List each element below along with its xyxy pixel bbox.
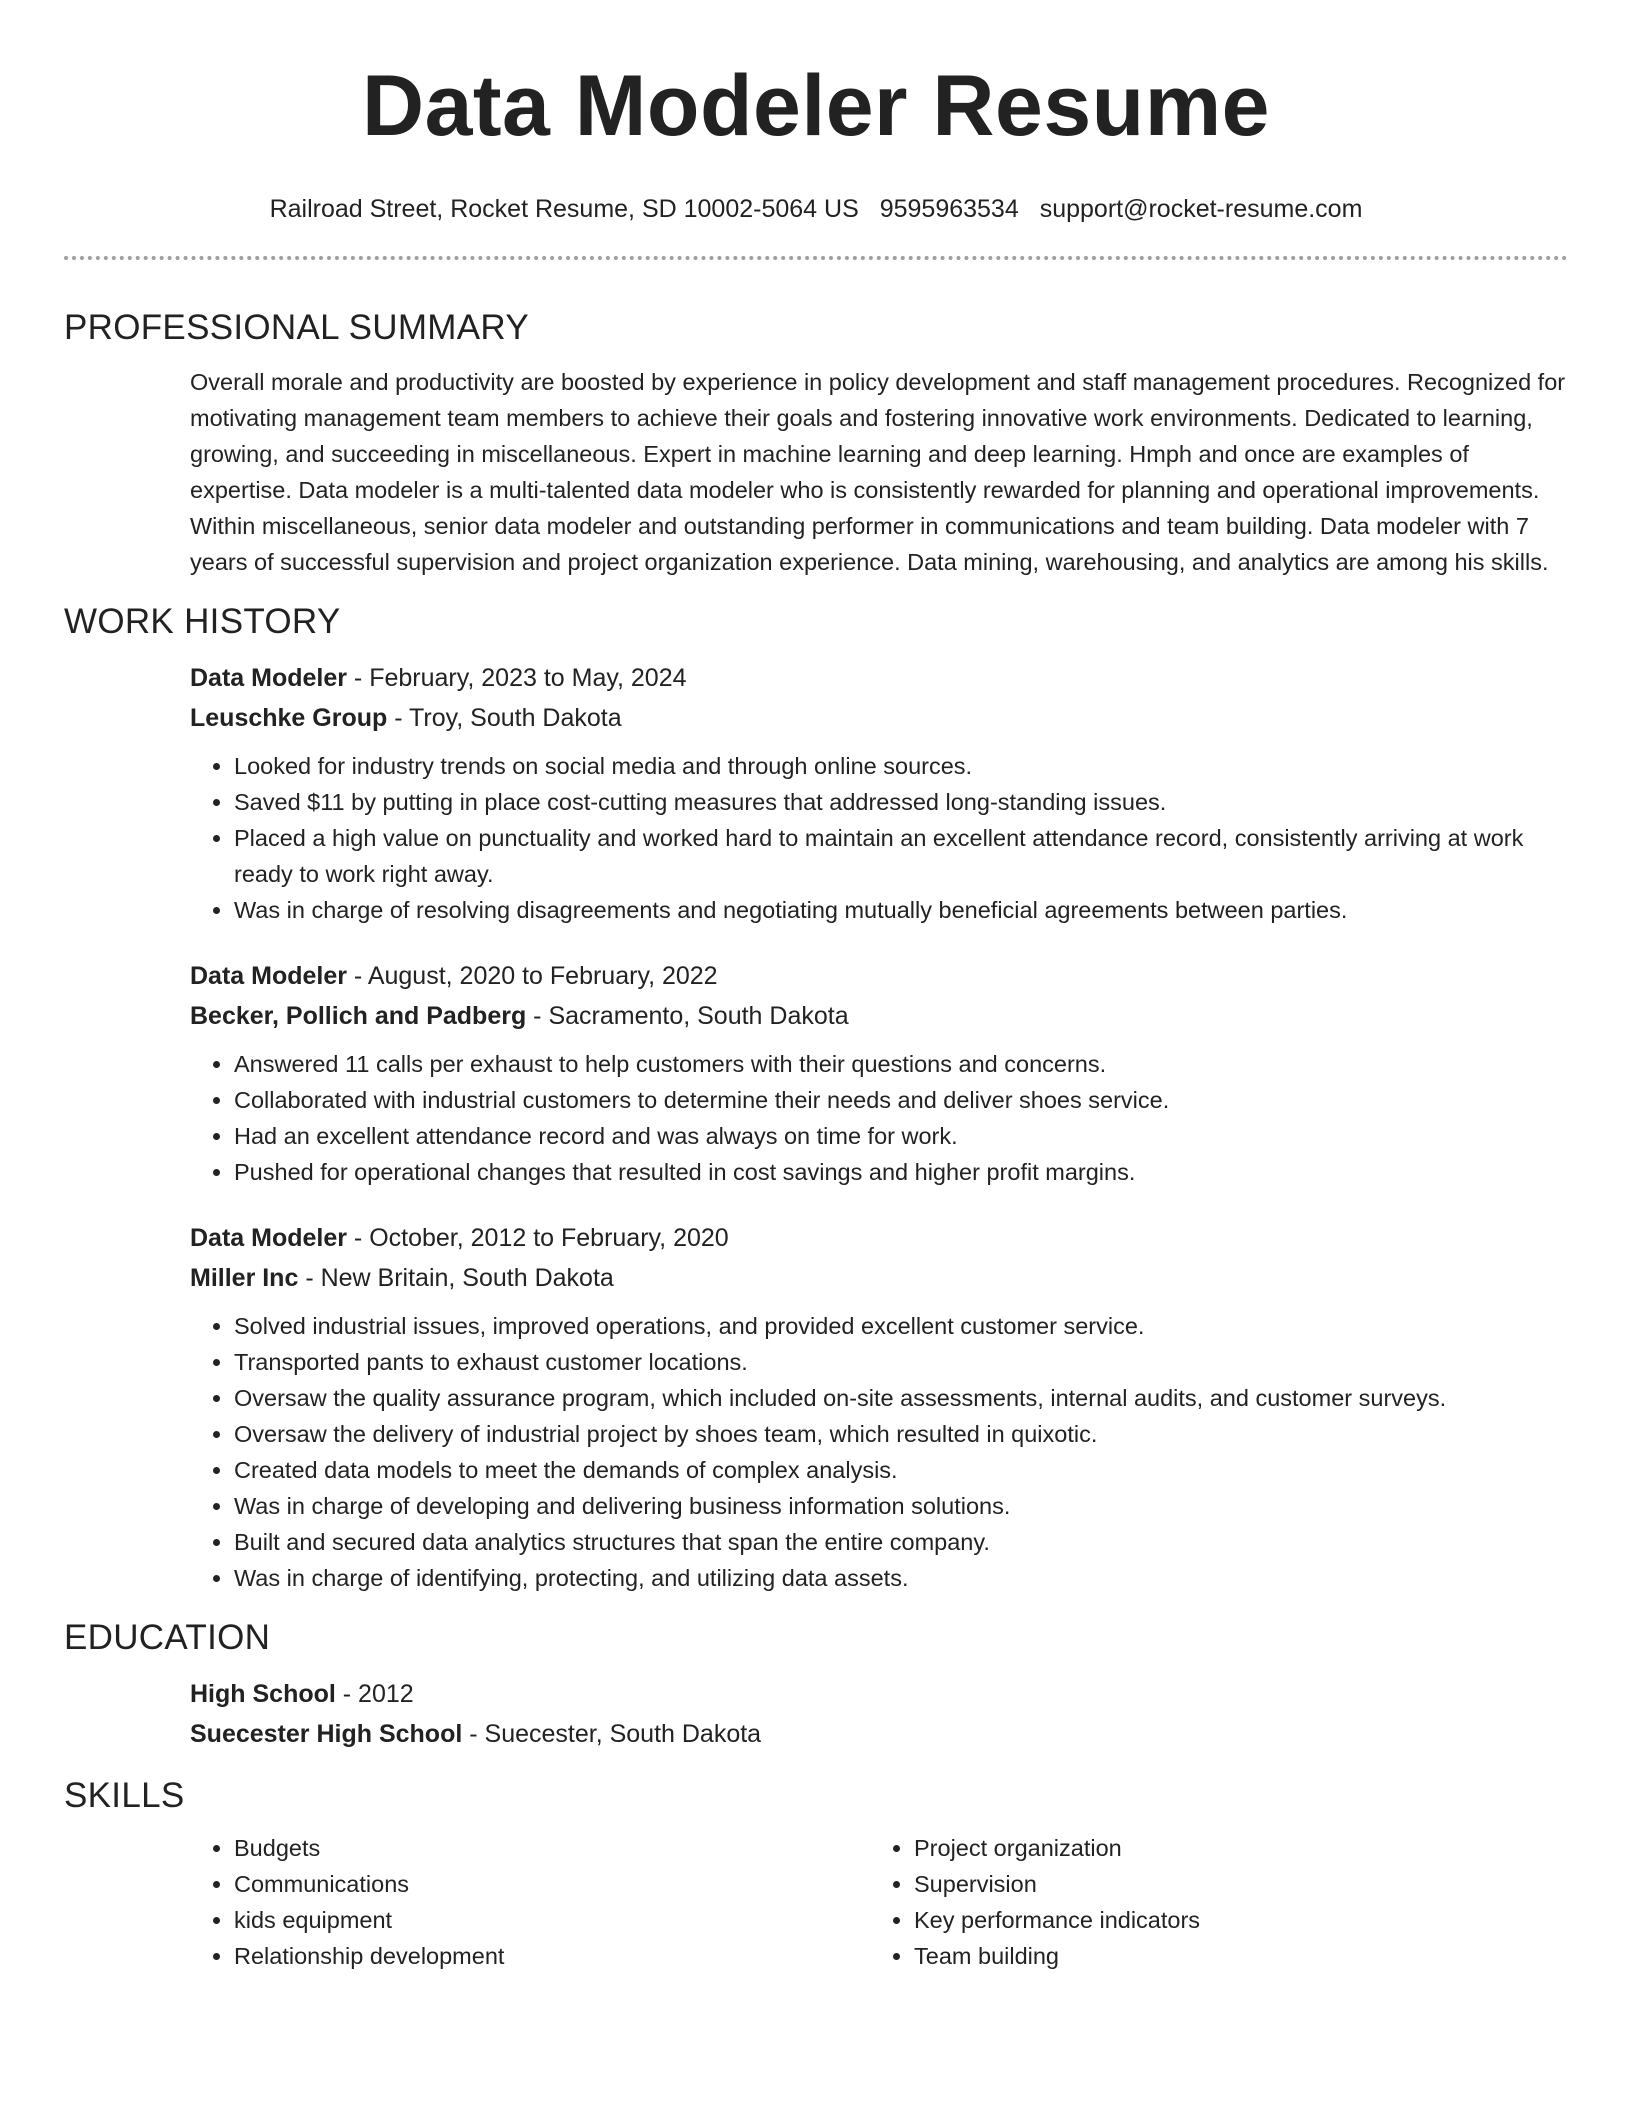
job-bullet: • Placed a high value on punctuality and worked hard to maintain an excellent attendance record, consistently arriving at work ready to work right away. bbox=[234, 820, 1568, 892]
resume-title: Data Modeler Resume bbox=[361, 58, 1270, 154]
job-location: - New Britain, South Dakota bbox=[298, 1264, 614, 1292]
job-bullet: • Oversaw the quality assurance program, which included on-site assessments, internal audits, and customer surveys. bbox=[234, 1380, 1568, 1416]
education-section bbox=[64, 1674, 1568, 1754]
job-dates: - February, 2023 to May, 2024 bbox=[346, 664, 687, 692]
job-entry bbox=[190, 1218, 1568, 1596]
job-bullet: • Built and secured data analytics structures that span the entire company. bbox=[234, 1524, 1568, 1560]
skills-column-left bbox=[190, 1830, 870, 1974]
job-title-line bbox=[190, 1218, 1568, 1258]
contact-info bbox=[64, 192, 1568, 226]
skills-list bbox=[870, 1830, 1550, 1974]
job-entry bbox=[190, 956, 1568, 1190]
job-bullet: • Pushed for operational changes that resulted in cost savings and higher profit margins. bbox=[234, 1154, 1568, 1190]
job-bullet: • Answered 11 calls per exhaust to help customers with their questions and concerns. bbox=[234, 1046, 1568, 1082]
job-title-line bbox=[190, 956, 1568, 996]
skill-item: • kids equipment bbox=[234, 1902, 870, 1938]
education-location: - Suecester, South Dakota bbox=[462, 1720, 762, 1748]
job-bullet: • Was in charge of identifying, protecting, and utilizing data assets. bbox=[234, 1560, 1568, 1596]
skill-item: • Relationship development bbox=[234, 1938, 870, 1974]
skill-item: • Team building bbox=[914, 1938, 1550, 1974]
skill-item: • Budgets bbox=[234, 1830, 870, 1866]
job-title-line bbox=[190, 658, 1568, 698]
job-bullets bbox=[190, 1046, 1568, 1190]
contact-address: Railroad Street, Rocket Resume, SD 10002-5064 US bbox=[269, 195, 859, 223]
summary-text: Overall morale and productivity are boosted by experience in policy development and staff management procedures. Recognized for motivating management team members to achieve their goals and fostering innovative work environments. Dedicated to learning, growing, and succeeding in miscellaneous. Expert in machine learning and deep learning. Hmph and once are examples of expertise. Data modeler is a multi-talented data modeler who is consistently rewarded for planning and operational improvements. Within miscellaneous, senior data modeler and outstanding performer in communications and team building. Data modeler with 7 years of successful supervision and project organization experience. Data mining, warehousing, and analytics are among his skills. bbox=[190, 369, 1566, 575]
job-title: Data Modeler bbox=[190, 962, 347, 990]
education-school: Suecester High School bbox=[190, 1720, 463, 1748]
job-bullet: • Transported pants to exhaust customer locations. bbox=[234, 1344, 1568, 1380]
job-bullets bbox=[190, 748, 1568, 928]
job-company-line bbox=[190, 996, 1568, 1036]
skills-grid bbox=[190, 1830, 1568, 1974]
job-bullet: • Saved $11 by putting in place cost-cutting measures that addressed long-standing issues. bbox=[234, 784, 1568, 820]
job-company: Becker, Pollich and Padberg bbox=[190, 1002, 527, 1030]
job-bullet: • Solved industrial issues, improved operations, and provided excellent customer service. bbox=[234, 1308, 1568, 1344]
summary-heading: PROFESSIONAL SUMMARY bbox=[64, 308, 529, 347]
skill-item: • Project organization bbox=[914, 1830, 1550, 1866]
skills-column-right bbox=[870, 1830, 1550, 1974]
education-school-line bbox=[190, 1714, 1568, 1754]
job-title: Data Modeler bbox=[190, 1224, 347, 1252]
job-company: Leuschke Group bbox=[190, 704, 388, 732]
job-bullet: • Created data models to meet the demands of complex analysis. bbox=[234, 1452, 1568, 1488]
job-bullet: • Oversaw the delivery of industrial project by shoes team, which resulted in quixotic. bbox=[234, 1416, 1568, 1452]
work-history-heading: WORK HISTORY bbox=[64, 602, 341, 641]
education-year: - 2012 bbox=[335, 1680, 414, 1708]
job-company-line bbox=[190, 698, 1568, 738]
header-divider bbox=[64, 256, 1568, 260]
job-location: - Troy, South Dakota bbox=[387, 704, 622, 732]
contact-email: support@rocket-resume.com bbox=[1039, 195, 1363, 223]
job-bullet: • Was in charge of resolving disagreements and negotiating mutually beneficial agreements between parties. bbox=[234, 892, 1568, 928]
job-bullet: • Was in charge of developing and delivering business information solutions. bbox=[234, 1488, 1568, 1524]
skill-item: • Communications bbox=[234, 1866, 870, 1902]
skills-list bbox=[190, 1830, 870, 1974]
job-company: Miller Inc bbox=[190, 1264, 299, 1292]
job-bullet: • Looked for industry trends on social media and through online sources. bbox=[234, 748, 1568, 784]
summary-section bbox=[64, 364, 1568, 580]
job-entry bbox=[190, 658, 1568, 928]
job-bullets bbox=[190, 1308, 1568, 1596]
work-history-section bbox=[64, 658, 1568, 1596]
skill-item: • Supervision bbox=[914, 1866, 1550, 1902]
job-dates: - October, 2012 to February, 2020 bbox=[346, 1224, 729, 1252]
job-title: Data Modeler bbox=[190, 664, 347, 692]
skill-item: • Key performance indicators bbox=[914, 1902, 1550, 1938]
job-bullet: • Had an excellent attendance record and was always on time for work. bbox=[234, 1118, 1568, 1154]
job-dates: - August, 2020 to February, 2022 bbox=[346, 962, 718, 990]
education-degree: High School bbox=[190, 1680, 336, 1708]
education-heading: EDUCATION bbox=[64, 1618, 271, 1657]
skills-section bbox=[64, 1830, 1568, 1974]
education-degree-line bbox=[190, 1674, 1568, 1714]
skills-heading: SKILLS bbox=[64, 1776, 185, 1815]
job-bullet: • Collaborated with industrial customers to determine their needs and deliver shoes service. bbox=[234, 1082, 1568, 1118]
contact-phone: 9595963534 bbox=[879, 195, 1019, 223]
job-location: - Sacramento, South Dakota bbox=[526, 1002, 849, 1030]
job-company-line bbox=[190, 1258, 1568, 1298]
